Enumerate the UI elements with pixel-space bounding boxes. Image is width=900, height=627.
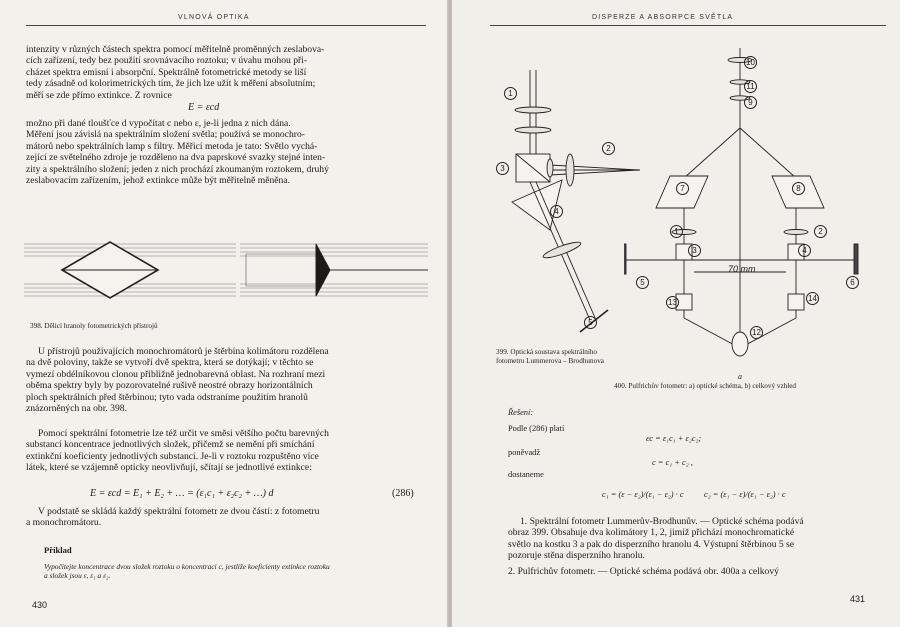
text-line: substancí koncentrace jednotlivých složek, přičemž se nemění při smíchání [26, 439, 315, 451]
fig400-marker-4: 4 [798, 244, 811, 257]
left-paragraph-5 [26, 506, 424, 529]
solution-heading: Řešení: [508, 408, 534, 417]
text-line: a monochromátoru. [26, 517, 102, 529]
solution-eq-3a: c₁ = (ε − ε₂)/(ε₁ − ε₂) · c [602, 490, 684, 499]
fig400-marker-6: 6 [846, 276, 859, 289]
fig400-marker-2: 2 [814, 225, 827, 238]
text-line: oběma spektry byly by pozorovatelné rušivě neostré obrazy horizontálních [26, 380, 313, 392]
fig400-marker-13: 13 [666, 296, 679, 309]
text-line: obraz 399. Obsahuje dva kolimátory 1, 2, jimiž přichází monochromatické [508, 527, 795, 539]
solution-line-1: Podle (286) platí [508, 424, 565, 433]
fig-398-caption: 398. Dělicí hranoly fotometrických přístrojů [30, 322, 158, 330]
text-line: Měření jsou závislá na spektrálním složení světla; používá se monochro- [26, 129, 305, 141]
fig399-marker-2: 2 [602, 142, 615, 155]
text-line: tedy zásadně od kolorimetrických tím, že jich lze užít k měření absolutním; [26, 78, 316, 90]
text-line: cházet spektra emisní i absorpční. Spektrálně fotometrické metody se liší [26, 66, 307, 78]
equation-286-number: (286) [392, 488, 414, 499]
text-line: znázorněných na obr. 398. [26, 403, 127, 415]
fig400-marker-1: 1 [670, 225, 683, 238]
text-line: mátorů nebo spektrálních lamp s filtry. Měřicí metoda je tato: Světlo vychá- [26, 140, 318, 152]
equation-e-ecd: E = εcd [188, 102, 220, 113]
text-line: zity a spektrálního složení; jeden z nich prochází zkoumaným roztokem, druhý [26, 163, 329, 175]
fig400-marker-7: 7 [676, 182, 689, 195]
fig400-marker-14: 14 [806, 292, 819, 305]
fig400-marker-12: 12 [750, 326, 763, 339]
text-line: zející ze světelného zdroje je rozděleno na dva paprskové svazky stejné inten- [26, 152, 326, 164]
solution-eq-2: c = c₁ + c₂ , [652, 458, 693, 467]
figure-400a-pulfrich [624, 48, 864, 378]
text-line: intenzity v různých částech spektra pomocí měřitelně proměnných zeslabova- [26, 44, 325, 55]
text-line: 1. Spektrální fotometr Lummerův-Brodhunův. — Optické schéma podává [520, 516, 804, 527]
text-line: pozoruje stěna disperzního hranolu. [508, 550, 645, 562]
left-head-rule [26, 25, 426, 26]
text-line: na dvě poloviny, takže se vytvoří dvě spektra, která se dotýkají; v těchto se [26, 357, 314, 369]
left-paragraph-4 [26, 428, 424, 474]
right-paragraph-1 [508, 516, 886, 562]
example-heading: Příklad [44, 545, 72, 555]
fig399-marker-5: 5 [584, 316, 597, 329]
equation-286: E = εcd = E₁ + E₂ + … = (ε₁c₁ + ε₂c₂ + …) d [90, 488, 274, 499]
solution-line-3: dostaneme [508, 470, 544, 479]
fig399-marker-1: 1 [504, 87, 517, 100]
text-line: Vypočítejte koncentrace dvou složek roztoku o koncentraci c, jestliže koeficienty extinkce roztoku [44, 562, 330, 571]
left-running-head: VLNOVÁ OPTIKA [178, 14, 250, 21]
text-line: zeslabovacím zařízením, jehož extinkce může být měřitelně měněna. [26, 175, 290, 187]
text-line: ploch spektrálních před štěrbinou; tyto vada odstraníme použitím hranolů [26, 391, 308, 403]
fig400-marker-11: 11 [744, 80, 757, 93]
text-line: U přístrojů používajících monochromátorů je štěrbina kolimátoru rozdělena [38, 346, 329, 357]
text-line: světlo na kostku 3 a pak do disperzního hranolu 4. Výstupní štěrbinou 5 se [508, 538, 794, 550]
text-line: látek, které se vzájemně opticky neovlivňují, sčítají se jednotlivé extinkce: [26, 462, 312, 474]
solution-eq-3b: c₂ = (ε₁ − ε)/(ε₁ − ε₂) · c [704, 490, 786, 499]
fig400-marker-10: 10 [744, 56, 757, 69]
text-line: extinkční koeficienty jednotlivých substancí. Je-li v roztoku rozpuštěno více [26, 450, 319, 462]
fig400-marker-3: 3 [688, 244, 701, 257]
left-paragraph-1 [26, 44, 424, 101]
text-line: Pomocí spektrální fotometrie lze též určit ve směsi většího počtu barevných [38, 428, 329, 439]
fig400-marker-5: 5 [636, 276, 649, 289]
right-paragraph-2: 2. Pulfrichův fotometr. — Optické schéma podává obr. 400a a celkový [508, 566, 779, 577]
text-line: měří se zde přímo extinkce. Z rovnice [26, 89, 172, 101]
left-paragraph-2 [26, 118, 424, 186]
figure-398-prisms [24, 240, 428, 316]
right-page-number: 431 [850, 594, 866, 604]
text-line: cích zařízení, tedy bez použití srovnávacího roztoku; v úvahu mohou při- [26, 55, 308, 67]
text-line: vymezí obdélníkovou clonou přibližně jednobarevná oblast. Na rozhraní mezi [26, 368, 326, 380]
solution-eq-1: εc = ε₁c₁ + ε₂c₂; [646, 434, 702, 443]
fig-399-caption [496, 348, 604, 365]
fig399-marker-4: 4 [550, 205, 563, 218]
fig400-marker-8: 8 [792, 182, 805, 195]
text-line: 399. Optická soustava spektrálního [496, 348, 598, 356]
fig-400-caption: 400. Pulfrichův fotometr: a) optické schéma, b) celkový vzhled [614, 382, 797, 390]
solution-line-2: poněvadž [508, 448, 541, 457]
right-page [452, 0, 900, 627]
left-page-number: 430 [32, 600, 48, 610]
right-head-rule [490, 25, 886, 26]
fig399-marker-3: 3 [496, 162, 509, 175]
fig400-dimension-label: 70 mm [728, 264, 756, 274]
left-page [0, 0, 448, 627]
text-line: možno při dané tloušťce d vypočítat c nebo ε, je-li jedna z nich dána. [26, 118, 291, 129]
fig400-sublabel: a [738, 372, 742, 381]
text-line: fotometru Lummerova – Brodhunova [496, 356, 604, 365]
left-paragraph-3 [26, 346, 424, 414]
text-line: V podstatě se skládá každý spektrální fotometr ze dvou částí: z fotometru [38, 506, 320, 517]
right-running-head: DISPERZE A ABSORPCE SVĚTLA [592, 14, 734, 21]
fig400-marker-9: 9 [744, 96, 757, 109]
text-line: a složek jsou ε, ε₁ a ε₂. [44, 571, 111, 580]
example-text [44, 562, 424, 580]
